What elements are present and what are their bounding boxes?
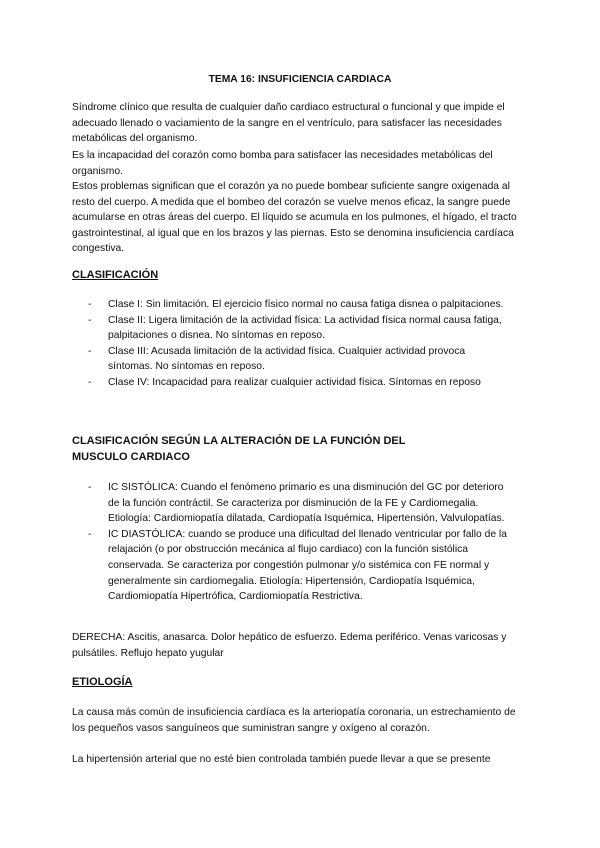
- etiologia-paragraph-1: La causa más común de insuficiencia cardíaca es la arteriopatía coronaria, un estrechamiento de los pequeños vasos sanguíneos que suministran sangre y oxígeno al corazón.: [72, 707, 516, 734]
- clasificacion-funcion-heading: [72, 434, 524, 465]
- intro-paragraph-3: Estos problemas significan que el corazón ya no puede bombear suficiente sangre oxigenada al resto del cuerpo. A medida que el bombeo del corazón se vuelve menos eficaz, la sangre puede acumularse en otras áreas del cuerpo. El líquido se acumula en los pulmones, el hígado, el tracto gastrointestinal, al igual que en los brazos y las piernas. Esto se denomina insuficiencia cardíaca congestiva.: [72, 181, 517, 255]
- clasificacion-funcion-heading-line1: CLASIFICACIÓN SEGÚN LA ALTERACIÓN DE LA FUNCIÓN DEL: [72, 435, 406, 447]
- list-item: - Clase III: Acusada limitación de la actividad física. Cualquier actividad provoca síntomas. No síntomas en reposo.: [88, 344, 508, 375]
- etiologia-paragraph-2: La hipertensión arterial que no esté bien controlada también puede llevar a que se presente: [72, 754, 491, 765]
- etiologia-heading: [72, 675, 524, 691]
- etiologia-heading-text: ETIOLOGÍA: [72, 676, 133, 688]
- list-item: - Clase IV: Incapacidad para realizar cualquier actividad física. Síntomas en reposo: [88, 375, 508, 391]
- list-item: - IC DIASTÓLICA: cuando se produce una dificultad del llenado ventricular por fallo de la relajación (o por obstrucción mecánica al flujo cardiaco) con la función sistólica conservada. Se caracteriza por congestión pulmonar y/o sistémica con FE normal y generalmente sin cardiomegalia. Etiología: Hipertensión, Cardiopatía Isquémica, Cardiomiopatía Hipertrófica, Cardiomiopatía Restrictiva.: [88, 527, 508, 605]
- clasificacion-funcion-list: [88, 480, 508, 605]
- intro-paragraph-2: Es la incapacidad del corazón como bomba para satisfacer las necesidades metabólicas del organismo.: [72, 150, 493, 177]
- clasificacion-heading-text: CLASIFICACIÓN: [72, 269, 159, 281]
- list-item: - Clase I: Sin limitación. El ejercicio físico normal no causa fatiga disnea o palpitaciones.: [88, 297, 508, 313]
- list-item: - IC SISTÓLICA: Cuando el fenómeno primario es una disminución del GC por deterioro de la función contráctil. Se caracteriza por disminución de la FE y Cardiomegalia. Etiología: Cardiomiopatía dilatada, Cardiopatía Isquémica, Hipertensión, Valvulopatías.: [88, 480, 508, 527]
- clasificacion-funcion-heading-line2: MUSCULO CARDIACO: [72, 450, 190, 463]
- page-title: TEMA 16: INSUFICIENCIA CARDIACA: [208, 74, 392, 85]
- clasificacion-list: [88, 297, 508, 391]
- clasificacion-heading: [72, 268, 524, 284]
- derecha-paragraph: DERECHA: Ascitis, anasarca. Dolor hepático de esfuerzo. Edema periférico. Venas varicosas y pulsátiles. Reflujo hepato yugular: [72, 632, 507, 659]
- intro-paragraph-1: Síndrome clínico que resulta de cualquier daño cardiaco estructural o funcional y que impide el adecuado llenado o vaciamiento de la sangre en el ventrículo, para satisfacer las necesidades metabólicas del organismo.: [72, 102, 505, 145]
- list-item: - Clase II: Ligera limitación de la actividad física: La actividad física normal causa fatiga, palpitaciones o disnea. No síntomas en reposo.: [88, 313, 508, 344]
